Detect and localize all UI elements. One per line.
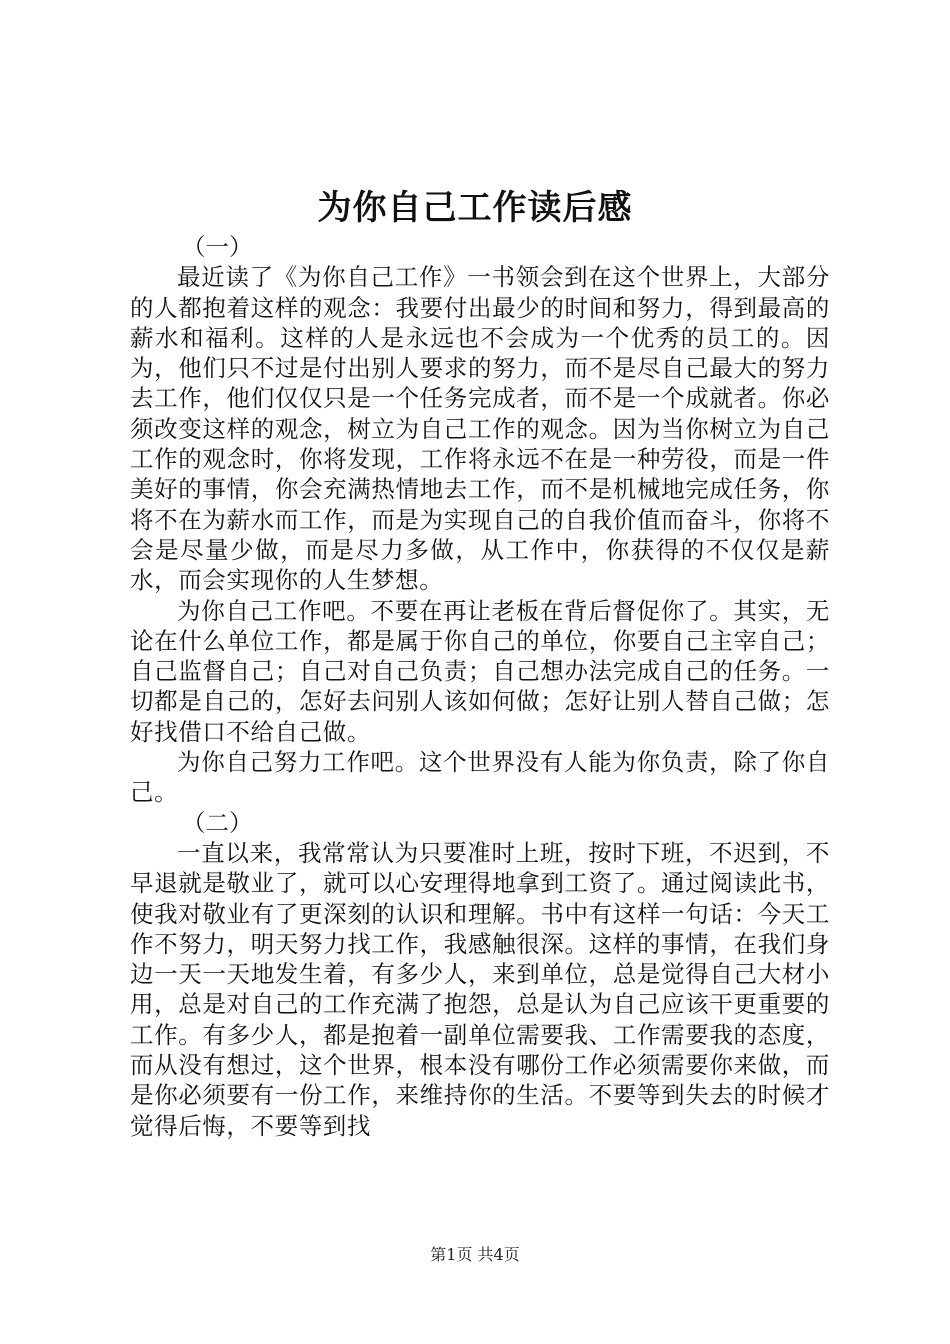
paragraph: 最近读了《为你自己工作》一书领会到在这个世界上，大部分的人都抱着这样的观念：我要付出最少的时间和努力，得到最高的薪水和福利。这样的人是永远也不会成为一个优秀的员工的。因为，他们只不过是付出别人要求的努力，而不是尽自己最大的努力去工作，他们仅仅只是一个任务完成者，而不是一个成就者。你必须改变这样的观念，树立为自己工作的观念。因为当你树立为自己工作的观念时，你将发现，工作将永远不在是一种劳役，而是一件美好的事情，你会充满热情地去工作，而不是机械地完成任务，你将不在为薪水而工作，而是为实现自己的自我价值而奋斗，你将不会是尽量少做，而是尽力多做，从工作中，你获得的不仅仅是薪水，而会实现你的人生梦想。 (130, 263, 830, 595)
section-two (130, 808, 830, 1141)
page-footer: 第1页 共4页 (430, 1245, 520, 1264)
section-one (130, 232, 830, 808)
section-label: （一） (182, 233, 253, 261)
document-body (130, 232, 830, 1141)
document-title: 为你自己工作读后感 (317, 188, 633, 228)
section-label: （二） (182, 808, 253, 837)
paragraph: 一直以来，我常常认为只要准时上班，按时下班，不迟到，不早退就是敬业了，就可以心安理得地拿到工资了。通过阅读此书，使我对敬业有了更深刻的认识和理解。书中有这样一句话：今天工作不努力，明天努力找工作，我感触很深。这样的事情，在我们身边一天一天地发生着，有多少人，来到单位，总是觉得自己大材小用，总是对自己的工作充满了抱怨，总是认为自己应该干更重要的工作。有多少人，都是抱着一副单位需要我、工作需要我的态度，而从没有想过，这个世界，根本没有哪份工作必须需要你来做，而是你必须要有一份工作，来维持你的生活。不要等到失去的时候才觉得后悔，不要等到找 (130, 838, 830, 1140)
paragraph: 为你自己工作吧。不要在再让老板在背后督促你了。其实，无论在什么单位工作，都是属于你自己的单位，你要自己主宰自己；自己监督自己；自己对自己负责；自己想办法完成自己的任务。一切都是自己的，怎好去问别人该如何做；怎好让别人替自己做；怎好找借口不给自己做。 (130, 596, 830, 746)
paragraph: 为你自己努力工作吧。这个世界没有人能为你负责，除了你自己。 (130, 748, 830, 807)
